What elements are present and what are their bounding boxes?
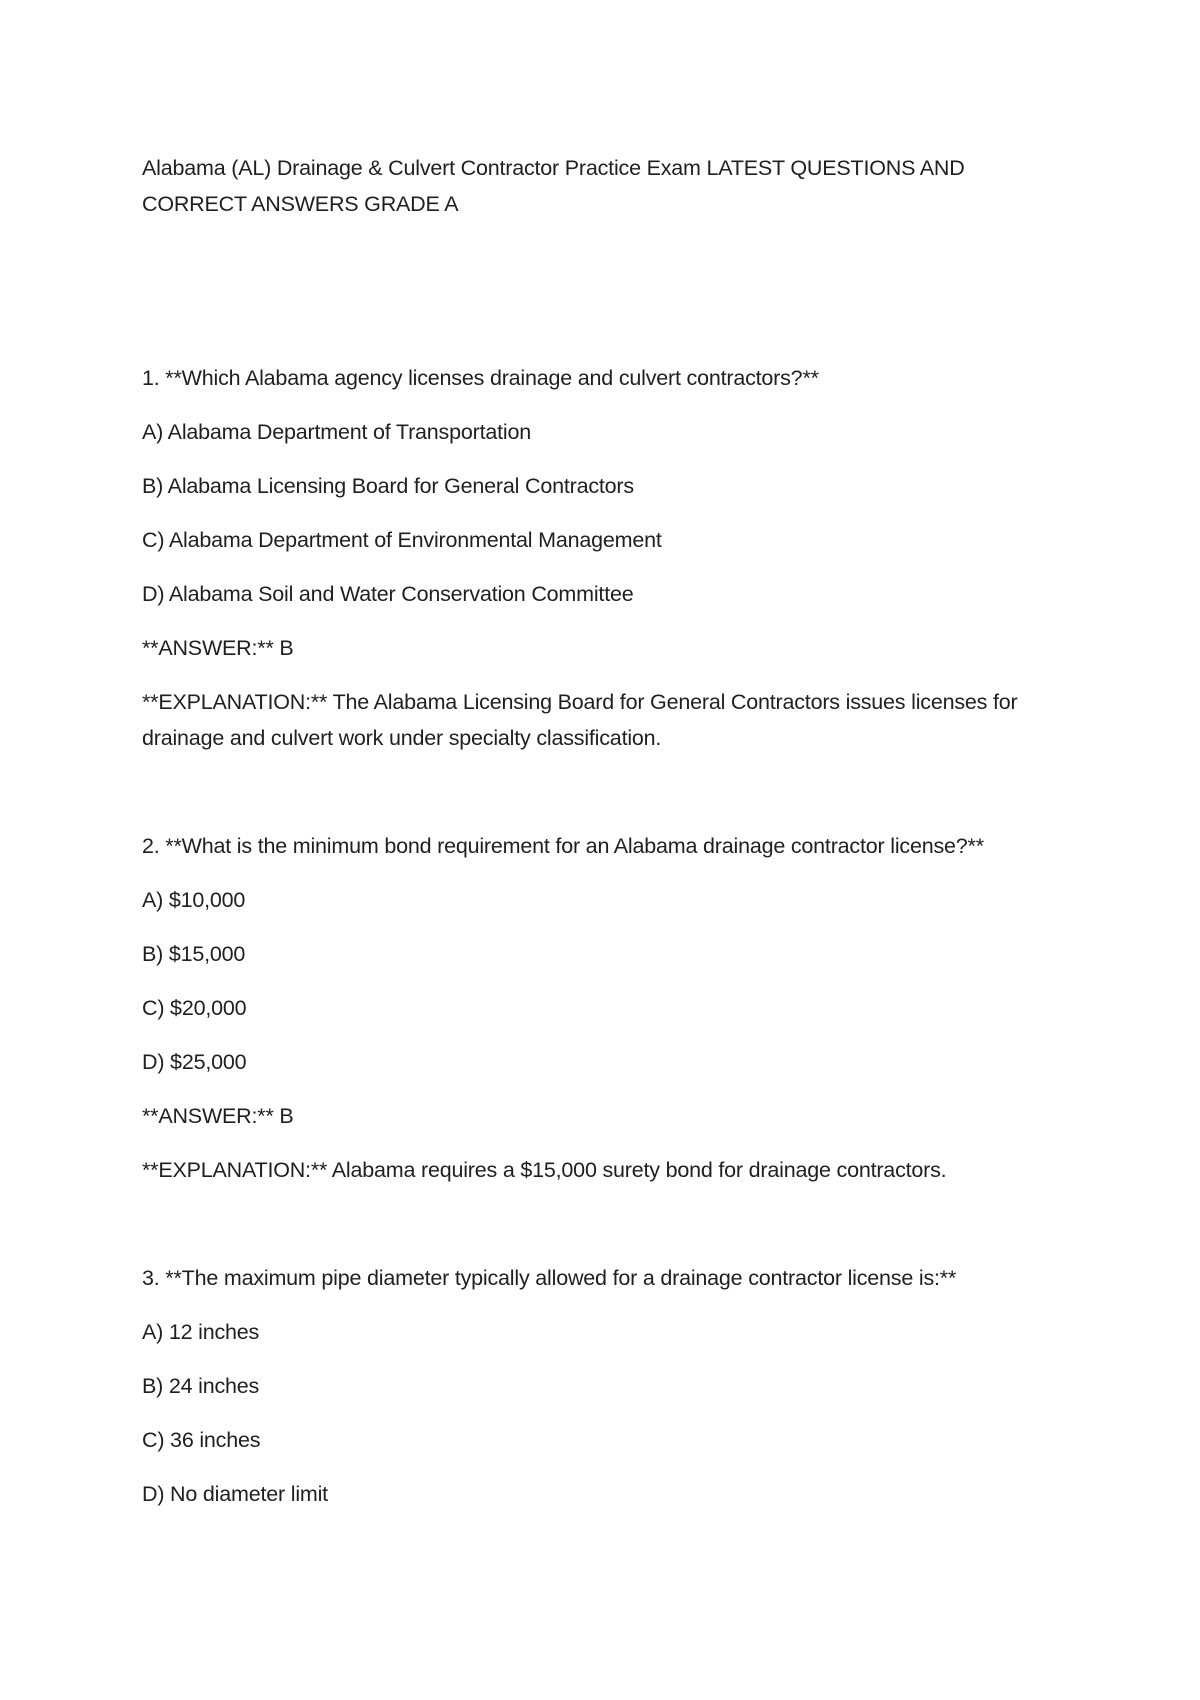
document-content xyxy=(142,150,1062,1530)
question-block-1 xyxy=(142,360,1062,756)
question-block-2 xyxy=(142,828,1062,1188)
answer-option-b: B) Alabama Licensing Board for General Contractors xyxy=(142,474,634,498)
question-block-3 xyxy=(142,1260,1062,1512)
answer-option-c: C) $20,000 xyxy=(142,996,247,1020)
explanation-line: **EXPLANATION:** The Alabama Licensing Board for General Contractors issues licenses for drainage and culvert work under specialty classification. xyxy=(142,690,1018,750)
answer-line: **ANSWER:** B xyxy=(142,636,294,660)
answer-option-d: D) No diameter limit xyxy=(142,1482,328,1506)
question-text: 3. **The maximum pipe diameter typically allowed for a drainage contractor license is:** xyxy=(142,1266,957,1290)
answer-option-c: C) Alabama Department of Environmental Management xyxy=(142,528,662,552)
answer-option-d: D) $25,000 xyxy=(142,1050,247,1074)
answer-option-d: D) Alabama Soil and Water Conservation Committee xyxy=(142,582,634,606)
document-title: Alabama (AL) Drainage & Culvert Contractor Practice Exam LATEST QUESTIONS AND CORRECT ANSWERS GRADE A xyxy=(142,156,965,216)
answer-option-a: A) Alabama Department of Transportation xyxy=(142,420,531,444)
question-text: 2. **What is the minimum bond requirement for an Alabama drainage contractor license?** xyxy=(142,834,984,858)
answer-option-c: C) 36 inches xyxy=(142,1428,261,1452)
answer-option-a: A) 12 inches xyxy=(142,1320,260,1344)
explanation-line: **EXPLANATION:** Alabama requires a $15,000 surety bond for drainage contractors. xyxy=(142,1158,947,1182)
answer-option-a: A) $10,000 xyxy=(142,888,246,912)
answer-option-b: B) 24 inches xyxy=(142,1374,260,1398)
question-text: 1. **Which Alabama agency licenses drainage and culvert contractors?** xyxy=(142,366,819,390)
answer-line: **ANSWER:** B xyxy=(142,1104,294,1128)
answer-option-b: B) $15,000 xyxy=(142,942,246,966)
